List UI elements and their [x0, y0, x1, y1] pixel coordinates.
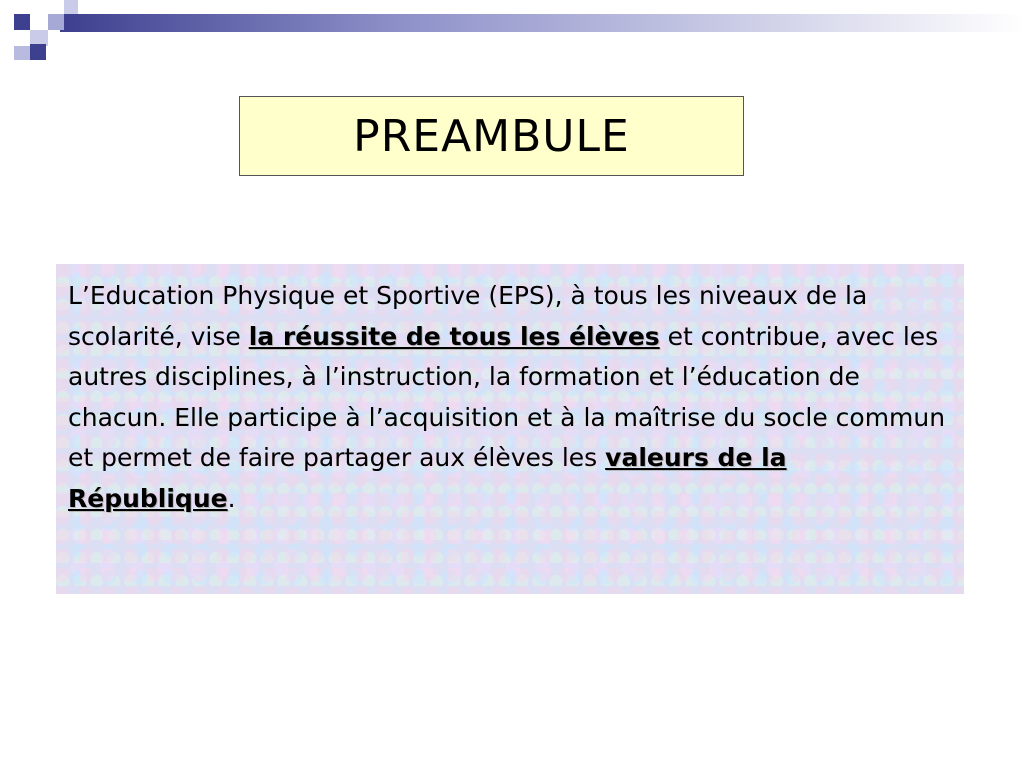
- title-box: [239, 96, 744, 176]
- decor-square: [48, 14, 64, 30]
- body-paragraph: [68, 276, 954, 519]
- slide-title: PREAMBULE: [353, 110, 630, 162]
- decor-square: [14, 46, 30, 60]
- decor-square: [30, 44, 46, 60]
- decor-square: [14, 14, 30, 30]
- highlight-text: la réussite de tous les élèves: [248, 321, 660, 351]
- top-gradient-bar: [60, 14, 1024, 32]
- paragraph-text: .: [227, 483, 236, 513]
- paragraph-text: L’Education Physique et Sportive (EPS), à tous les niveaux de la scolarité, vise: [68, 281, 868, 351]
- paragraph-text: et contribue, avec les autres disciplines, à l’instruction, la formation et l’éducation de chacun. Elle participe à l’acquisition et à la maîtrise du socle commun et permet de faire partager aux élèves les: [68, 321, 946, 472]
- highlight-text: valeurs de la République: [68, 443, 787, 513]
- decor-square: [64, 0, 78, 14]
- content-box: [56, 264, 964, 594]
